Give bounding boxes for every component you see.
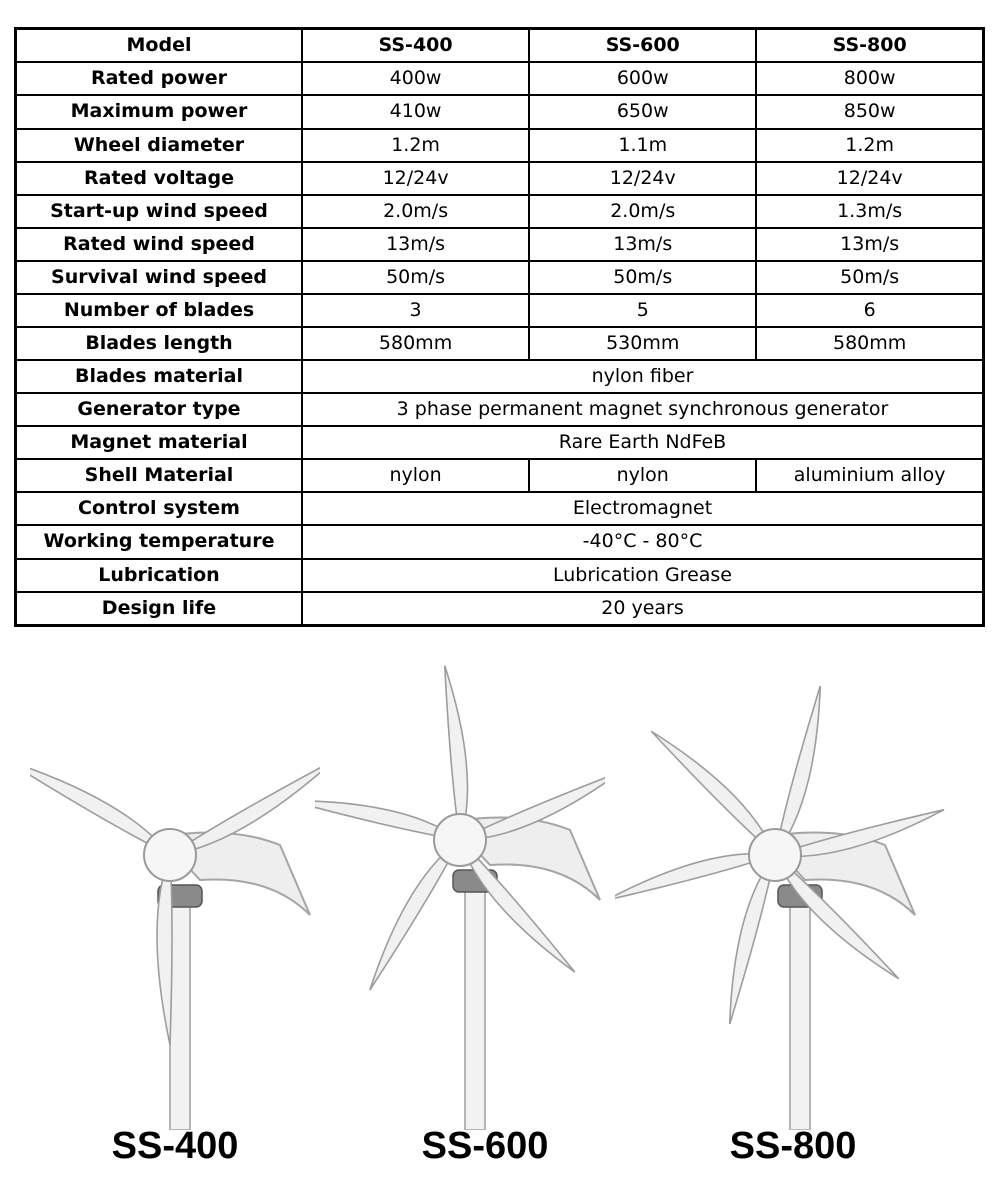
row-value: 530mm <box>529 327 756 360</box>
table-row <box>16 525 984 558</box>
table-row <box>16 129 984 162</box>
caption-ss400: SS-400 <box>111 1125 239 1167</box>
caption-ss600: SS-600 <box>421 1125 549 1167</box>
row-value: 800w <box>756 62 983 95</box>
hub-spinner <box>434 814 486 866</box>
row-value: 50m/s <box>756 261 983 294</box>
row-label: Rated power <box>16 62 303 95</box>
row-value: 600w <box>529 62 756 95</box>
row-value: 580mm <box>756 327 983 360</box>
table-row <box>16 162 984 195</box>
header-model-cell: SS-400 <box>302 29 529 63</box>
product-photos <box>0 640 1000 1140</box>
table-row <box>16 492 984 525</box>
header-model-cell: SS-800 <box>756 29 983 63</box>
row-value: 13m/s <box>302 228 529 261</box>
row-label: Blades length <box>16 327 303 360</box>
pole <box>170 895 190 1130</box>
row-value: 3 <box>302 294 529 327</box>
row-value: 1.2m <box>302 129 529 162</box>
hub-spinner <box>144 829 196 881</box>
row-value: nylon <box>302 459 529 492</box>
table-row <box>16 195 984 228</box>
row-value: aluminium alloy <box>756 459 983 492</box>
row-value: 400w <box>302 62 529 95</box>
table-row <box>16 327 984 360</box>
row-value: 12/24v <box>529 162 756 195</box>
table-row <box>16 592 984 626</box>
row-value: 2.0m/s <box>302 195 529 228</box>
table-row <box>16 228 984 261</box>
row-value: 12/24v <box>302 162 529 195</box>
row-value: 3 phase permanent magnet synchronous generator <box>302 393 984 426</box>
row-value: 1.3m/s <box>756 195 983 228</box>
table-row <box>16 393 984 426</box>
row-label: Magnet material <box>16 426 303 459</box>
turbine-ss800-image <box>615 640 995 1130</box>
row-label: Working temperature <box>16 525 303 558</box>
row-label: Rated wind speed <box>16 228 303 261</box>
row-label: Number of blades <box>16 294 303 327</box>
table-header-row <box>16 29 984 63</box>
row-label: Generator type <box>16 393 303 426</box>
row-label: Survival wind speed <box>16 261 303 294</box>
spec-table <box>14 27 985 627</box>
row-value: 2.0m/s <box>529 195 756 228</box>
turbine-ss400-image <box>30 640 320 1130</box>
row-value: nylon <box>529 459 756 492</box>
row-value: 13m/s <box>756 228 983 261</box>
turbine-ss600-image <box>315 640 605 1130</box>
row-value: nylon fiber <box>302 360 984 393</box>
row-value: 410w <box>302 95 529 128</box>
row-value: 650w <box>529 95 756 128</box>
row-label: Start-up wind speed <box>16 195 303 228</box>
row-value: 1.2m <box>756 129 983 162</box>
caption-ss800: SS-800 <box>729 1125 857 1167</box>
hub-spinner <box>749 829 801 881</box>
row-value: Lubrication Grease <box>302 559 984 592</box>
row-label: Rated voltage <box>16 162 303 195</box>
row-value: 50m/s <box>529 261 756 294</box>
pole <box>465 880 485 1130</box>
row-label: Shell Material <box>16 459 303 492</box>
row-value: Electromagnet <box>302 492 984 525</box>
row-label: Blades material <box>16 360 303 393</box>
table-row <box>16 95 984 128</box>
pole <box>790 895 810 1130</box>
table-row <box>16 559 984 592</box>
table-row <box>16 62 984 95</box>
row-value: Rare Earth NdFeB <box>302 426 984 459</box>
row-label: Maximum power <box>16 95 303 128</box>
blade <box>157 855 172 1045</box>
table-row <box>16 426 984 459</box>
row-value: 5 <box>529 294 756 327</box>
row-label: Design life <box>16 592 303 626</box>
row-label: Lubrication <box>16 559 303 592</box>
row-label: Wheel diameter <box>16 129 303 162</box>
table-row <box>16 294 984 327</box>
row-value: 6 <box>756 294 983 327</box>
row-value: 50m/s <box>302 261 529 294</box>
row-value: 13m/s <box>529 228 756 261</box>
header-model-cell: SS-600 <box>529 29 756 63</box>
row-value: 580mm <box>302 327 529 360</box>
row-value: 850w <box>756 95 983 128</box>
row-value: 20 years <box>302 592 984 626</box>
row-value: 1.1m <box>529 129 756 162</box>
row-value: -40°C - 80°C <box>302 525 984 558</box>
header-label-cell: Model <box>16 29 303 63</box>
row-label: Control system <box>16 492 303 525</box>
row-value: 12/24v <box>756 162 983 195</box>
table-row <box>16 261 984 294</box>
table-row <box>16 360 984 393</box>
table-row <box>16 459 984 492</box>
